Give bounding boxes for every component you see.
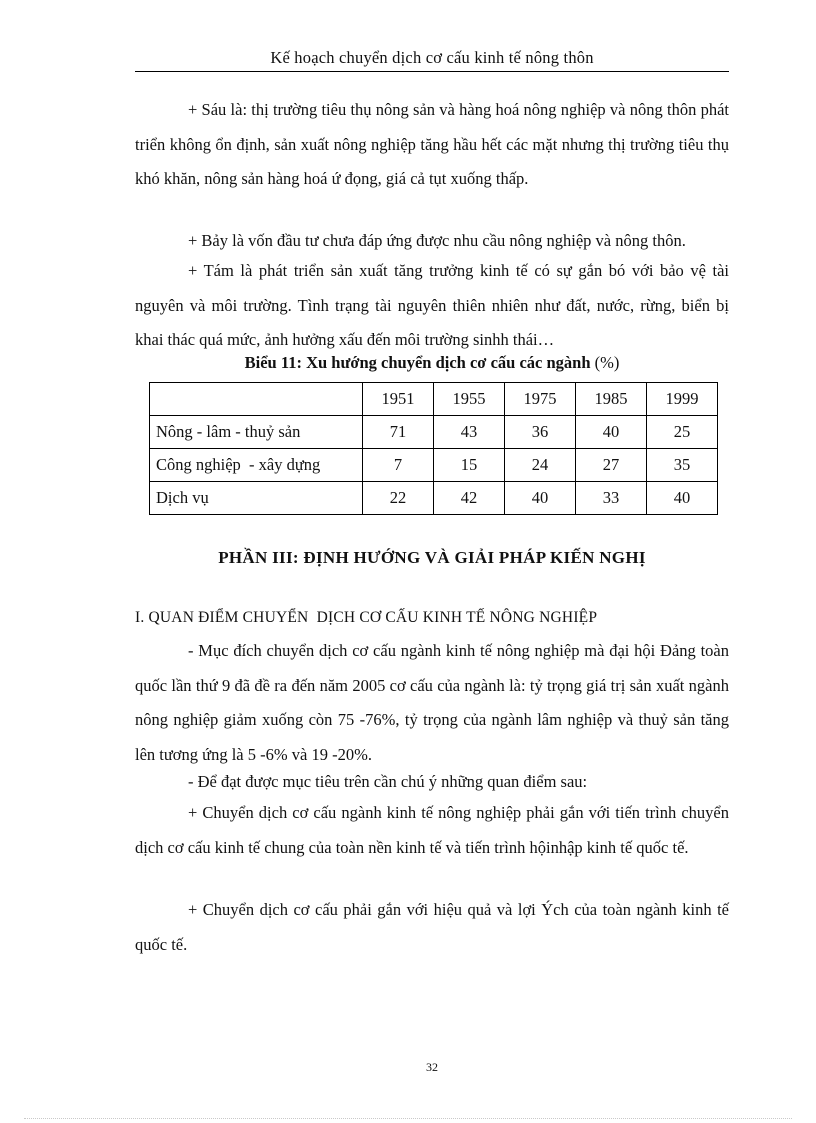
table-cell: 40 [505,482,576,515]
table-row [150,416,718,449]
paragraph-viewpoint-two: + Chuyển dịch cơ cấu phải gắn với hiệu quả và lợi Ých của toàn ngành kinh tế quốc tế. [135,900,729,954]
paragraph-intro-viewpoints: - Để đạt được mục tiêu trên cần chú ý những quan điểm sau: [188,772,588,791]
table-cell: 15 [434,449,505,482]
table-cell: 22 [363,482,434,515]
year-header: 1975 [505,383,576,416]
table-cell: 24 [505,449,576,482]
row-label: Nông - lâm - thuỷ sản [150,416,363,449]
year-header: 1955 [434,383,505,416]
page-edge-divider [24,1118,792,1119]
table-cell: 43 [434,416,505,449]
table-cell: 40 [647,482,718,515]
table-row [150,449,718,482]
header-rule [135,71,729,72]
table-cell: 71 [363,416,434,449]
table-row [150,482,718,515]
paragraph-viewpoint-one: + Chuyển dịch cơ cấu ngành kinh tế nông nghiệp phải gắn với tiến trình chuyển dịch cơ cấu kinh tế chung của toàn nền kinh tế và tiến trình hộinhập kinh tế quốc tế. [135,803,729,857]
page-number: 32 [426,1060,438,1074]
year-header: 1999 [647,383,718,416]
table-caption-unit: (%) [594,353,620,372]
paragraph-sixth-point: + Sáu là: thị trường tiêu thụ nông sản và hàng hoá nông nghiệp và nông thôn phát triển không ổn định, sản xuất nông nghiệp tăng hầu hết các mặt nhưng thị trường tiêu thụ khó khăn, nông sản hàng hoá ứ đọng, giá cả tụt xuống thấp. [135,100,729,188]
table-cell: 36 [505,416,576,449]
table-cell: 7 [363,449,434,482]
table-caption [135,353,729,373]
row-label: Công nghiệp - xây dựng [150,449,363,482]
year-header: 1985 [576,383,647,416]
table-corner-cell [150,383,363,416]
subsection-title: I. QUAN ĐIỂM CHUYỂN DỊCH CƠ CẤU KINH TẾ NÔNG NGHIỆP [135,609,598,626]
year-header: 1951 [363,383,434,416]
table-cell: 40 [576,416,647,449]
table-cell: 35 [647,449,718,482]
table-cell: 33 [576,482,647,515]
running-header: Kế hoạch chuyển dịch cơ cấu kinh tế nông thôn [270,48,594,67]
paragraph-goal: - Mục đích chuyển dịch cơ cấu ngành kinh tế nông nghiệp mà đại hội Đảng toàn quốc lần thứ 9 đã đề ra đến năm 2005 cơ cấu của ngành là: tỷ trọng giá trị sản xuất ngành nông nghiệp giảm xuống còn 75 -76%, tỷ trọng của ngành lâm nghiệp và thuỷ sản tăng lên tương ứng là 5 -6% và 19 -20%. [135,641,729,764]
table-cell: 27 [576,449,647,482]
table-cell: 42 [434,482,505,515]
paragraph-eighth-point: + Tám là phát triển sản xuất tăng trưởng kinh tế có sự gắn bó với bảo vệ tài nguyên và môi trường. Tình trạng tài nguyên thiên nhiên như đất, nước, rừng, biển bị khai thác quá mức, ảnh hưởng xấu đến môi trường sinhh thái… [135,261,729,349]
table-caption-text: Biểu 11: Xu hướng chuyển dịch cơ cấu các ngành [244,353,591,372]
table-cell: 25 [647,416,718,449]
sector-structure-table [149,382,718,515]
row-label: Dịch vụ [150,482,363,515]
section-title: PHẦN III: ĐỊNH HƯỚNG VÀ GIẢI PHÁP KIẾN NGHỊ [218,548,646,567]
table-header-row [150,383,718,416]
paragraph-seventh-point: + Bảy là vốn đầu tư chưa đáp ứng được nhu cầu nông nghiệp và nông thôn. [188,231,686,250]
